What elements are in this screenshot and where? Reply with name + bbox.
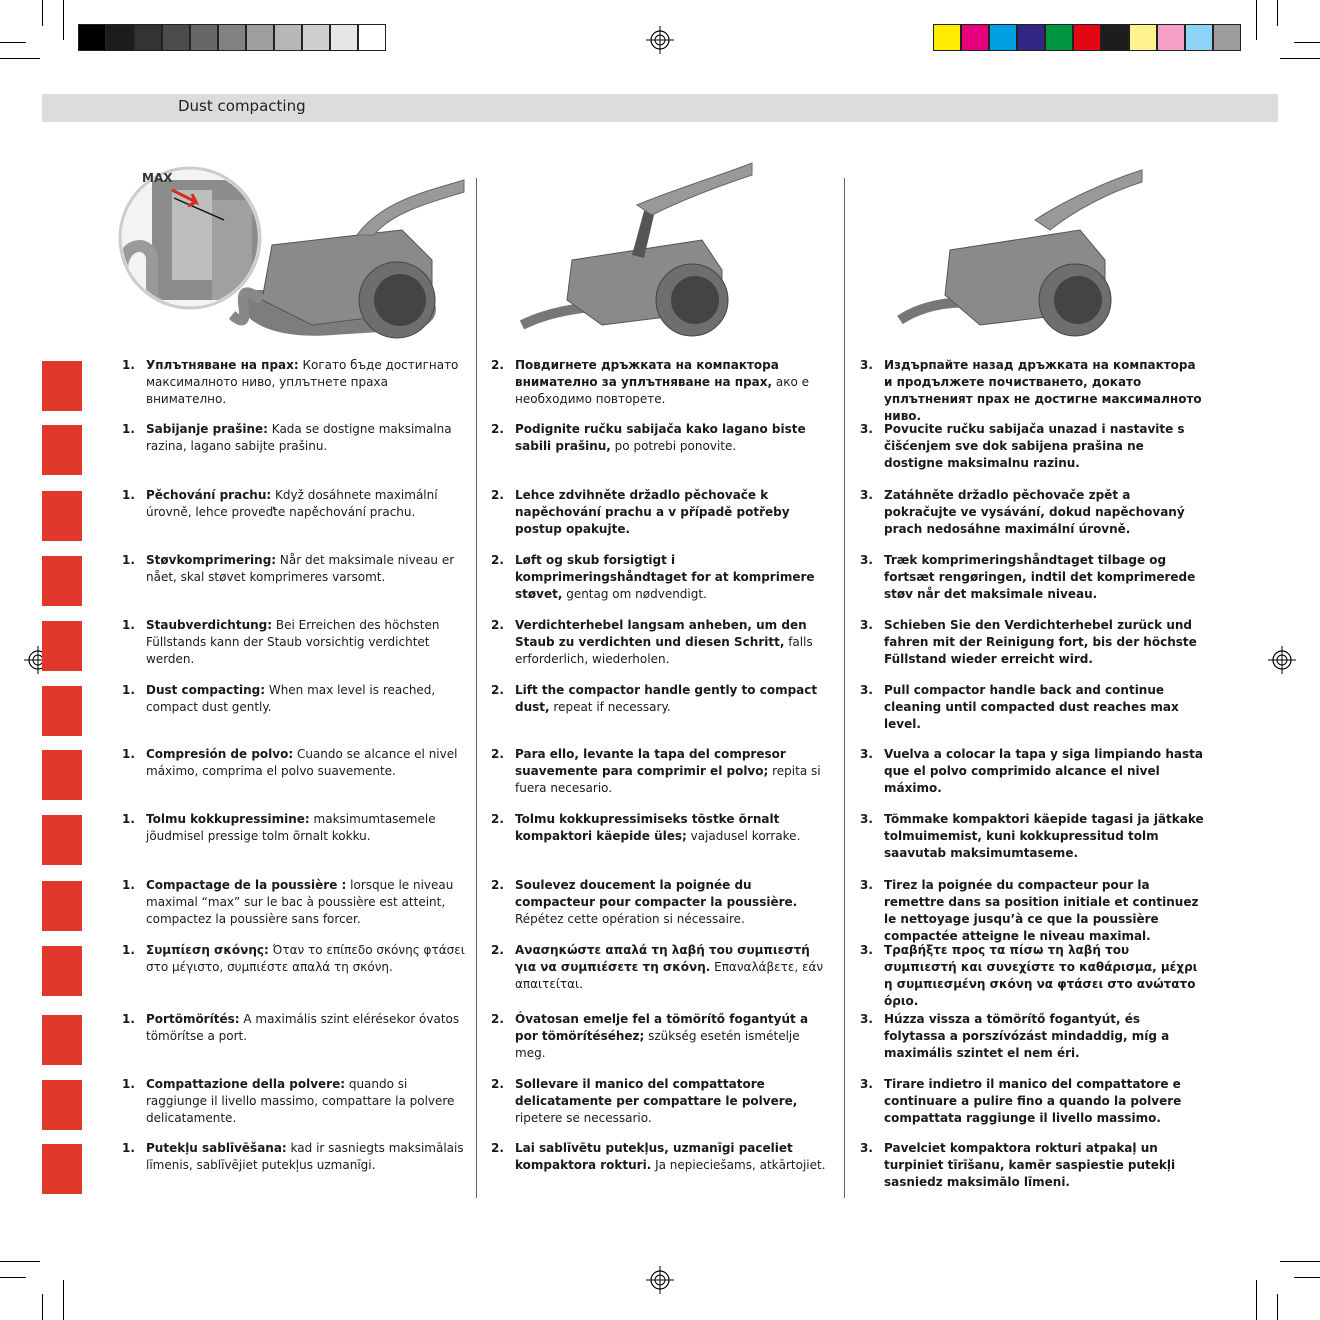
color-swatch xyxy=(933,24,961,51)
step-number: 3. xyxy=(860,943,873,957)
language-tab-marker xyxy=(42,686,82,736)
max-level-label: MAX xyxy=(142,171,173,185)
color-swatch xyxy=(989,24,1017,51)
step-text xyxy=(146,682,467,716)
color-swatch xyxy=(961,24,989,51)
step-text xyxy=(515,357,831,408)
step-text xyxy=(884,811,1205,862)
step-bold-text: Τραβήξτε προς τα πίσω τη λαβή του συμπιεστή και συνεχίστε το καθάρισμα, μέχρι η συμπιεσμένη σκόνη να φτάσει στο ανώτατο όριο. xyxy=(884,943,1198,1008)
step-number: 3. xyxy=(860,358,873,372)
color-swatch xyxy=(358,24,386,51)
language-tab-marker xyxy=(42,1144,82,1194)
step-text xyxy=(515,746,831,797)
step-bold-text: Sollevare il manico del compattatore delicatamente per compattare le polvere, xyxy=(515,1077,798,1108)
section-header-bar xyxy=(42,94,1278,122)
step-text xyxy=(515,811,831,845)
step-text xyxy=(884,942,1205,1010)
color-swatch xyxy=(1045,24,1073,51)
step-regular-text: Cuando se alcance el nivel máximo, comprima el polvo suavemente. xyxy=(146,747,458,778)
step-bold-text: Óvatosan emelje fel a tömörítő fogantyút a por tömörítéséhez; xyxy=(515,1012,809,1043)
step-number: 3. xyxy=(860,1077,873,1091)
language-tab-marker xyxy=(42,1015,82,1065)
step-text xyxy=(146,1140,467,1174)
step-regular-text: falls erforderlich, wiederholen. xyxy=(515,635,813,666)
step-number: 1. xyxy=(122,683,135,697)
color-swatch xyxy=(218,24,246,51)
step-text xyxy=(884,877,1205,945)
step-text xyxy=(884,1076,1205,1127)
step-text xyxy=(146,746,467,780)
step-number: 2. xyxy=(491,422,504,436)
step-regular-text: gentag om nødvendigt. xyxy=(562,587,707,601)
step-bold-text: Pull compactor handle back and continue cleaning until compacted dust reaches max level. xyxy=(884,683,1179,731)
color-swatch xyxy=(162,24,190,51)
step-text xyxy=(884,421,1205,472)
step-bold-text: Povucite ručku sabijača unazad i nastavite s čišćenjem sve dok sabijena prašina ne dostigne maksimalnu razinu. xyxy=(884,422,1185,470)
step-number: 1. xyxy=(122,422,135,436)
step-number: 2. xyxy=(491,1141,504,1155)
step-bold-text: Pěchování prachu: xyxy=(146,488,272,502)
step-bold-text: Podignite ručku sabijača kako lagano biste sabili prašinu, xyxy=(515,422,806,453)
step-regular-text: quando si raggiunge il livello massimo, compattare la polvere delicatamente. xyxy=(146,1077,455,1125)
step-bold-text: Lehce zdvihněte držadlo pěchovače k napěchování prachu a v případě potřeby postup opakujte. xyxy=(515,488,790,536)
color-swatch xyxy=(302,24,330,51)
step-number: 1. xyxy=(122,1141,135,1155)
step-number: 3. xyxy=(860,553,873,567)
step-regular-text: Επαναλάβετε, εάν απαιτείται. xyxy=(515,960,824,991)
step-bold-text: Zatáhněte držadlo pěchovače zpět a pokračujte ve vysávání, dokud napěchovaný prach nedosáhne maximální úrovně. xyxy=(884,488,1185,536)
step-bold-text: Tolmu kokkupressimine: xyxy=(146,812,310,826)
step-bold-text: Pavelciet kompaktora rokturi atpakaļ un turpiniet tīrīšanu, kamēr saspiestie putekļi sasniedz maksimālo līmeni. xyxy=(884,1141,1176,1189)
color-swatch xyxy=(134,24,162,51)
color-swatch xyxy=(1073,24,1101,51)
step-number: 3. xyxy=(860,422,873,436)
vacuum-max-level-illustration xyxy=(112,150,472,350)
step-text xyxy=(515,877,831,928)
column-divider xyxy=(476,178,477,1198)
step-number: 1. xyxy=(122,878,135,892)
step-number: 2. xyxy=(491,553,504,567)
language-tab-marker xyxy=(42,815,82,865)
step-number: 3. xyxy=(860,747,873,761)
step-number: 2. xyxy=(491,747,504,761)
step-bold-text: Compactage de la poussière : xyxy=(146,878,347,892)
vacuum-continue-cleaning-illustration xyxy=(890,160,1150,340)
step-regular-text: ако е необходимо повторете. xyxy=(515,375,810,406)
step-number: 1. xyxy=(122,812,135,826)
step-bold-text: Tolmu kokkupressimiseks tõstke õrnalt kompaktori käepide üles; xyxy=(515,812,780,843)
step-regular-text: Når det maksimale niveau er nået, skal støvet komprimeres varsomt. xyxy=(146,553,455,584)
language-tab-marker xyxy=(42,556,82,606)
step-text xyxy=(146,1076,467,1127)
step-regular-text: Когато бъде достигнато максималното ниво, уплътнете праха внимателно. xyxy=(146,358,459,406)
step-bold-text: Уплътняване на прах: xyxy=(146,358,299,372)
step-number: 1. xyxy=(122,488,135,502)
step-regular-text: kad ir sasniegts maksimālais līmenis, sablīvējiet putekļus uzmanīgi. xyxy=(146,1141,464,1172)
color-swatch xyxy=(1129,24,1157,51)
step-number: 1. xyxy=(122,1012,135,1026)
step-regular-text: A maximális szint elérésekor óvatos tömörítse a port. xyxy=(146,1012,460,1043)
step-regular-text: vajadusel korrake. xyxy=(686,829,801,843)
step-text xyxy=(884,617,1205,668)
step-text xyxy=(515,421,831,455)
step-bold-text: Para ello, levante la tapa del compresor suavemente para comprimir el polvo; xyxy=(515,747,786,778)
step-bold-text: Vuelva a colocar la tapa y siga limpiando hasta que el polvo comprimido alcance el nivel máximo. xyxy=(884,747,1203,795)
step-text xyxy=(884,487,1205,538)
registration-mark-top-icon xyxy=(646,26,674,54)
step-regular-text: Bei Erreichen des höchsten Füllstands kann der Staub vorsichtig verdichtet werden. xyxy=(146,618,440,666)
step-number: 2. xyxy=(491,618,504,632)
step-regular-text: po potrebi ponovite. xyxy=(610,439,737,453)
step-bold-text: Schieben Sie den Verdichterhebel zurück und fahren mit der Reinigung fort, bis der höchste Füllstand wieder erreicht wird. xyxy=(884,618,1197,666)
step-text xyxy=(515,1140,831,1174)
step-bold-text: Compattazione della polvere: xyxy=(146,1077,346,1091)
step-text xyxy=(146,552,467,586)
step-text xyxy=(884,1140,1205,1191)
step-number: 3. xyxy=(860,618,873,632)
step-number: 3. xyxy=(860,878,873,892)
step-bold-text: Издърпайте назад дръжката на компактора и продължете почистването, докато уплътненият прах не достигне максималното ниво. xyxy=(884,358,1202,423)
step-bold-text: Verdichterhebel langsam anheben, um den Staub zu verdichten und diesen Schritt, xyxy=(515,618,807,649)
language-tab-marker xyxy=(42,1080,82,1130)
column-divider xyxy=(844,178,845,1198)
step-bold-text: Tirez la poignée du compacteur pour la remettre dans sa position initiale et continuez le nettoyage jusqu’à ce que la poussière compactée atteigne le niveau maximal. xyxy=(884,878,1199,943)
step-text xyxy=(146,617,467,668)
step-regular-text: Répétez cette opération si nécessaire. xyxy=(515,912,745,926)
step-number: 2. xyxy=(491,812,504,826)
color-swatch xyxy=(1185,24,1213,51)
step-bold-text: Ανασηκώστε απαλά τη λαβή του συμπιεστή για να συμπιέσετε τη σκόνη. xyxy=(515,943,810,974)
step-regular-text: repeat if necessary. xyxy=(549,700,671,714)
step-bold-text: Putekļu sablīvēšana: xyxy=(146,1141,287,1155)
step-regular-text: ripetere se necessario. xyxy=(515,1111,652,1125)
step-bold-text: Sabijanje prašine: xyxy=(146,422,268,436)
step-regular-text: maksimumtasemele jõudmisel pressige tolm õrnalt kokku. xyxy=(146,812,436,843)
step-text xyxy=(515,617,831,668)
step-regular-text: Když dosáhnete maximální úrovně, lehce proveďte napěchování prachu. xyxy=(146,488,438,519)
step-bold-text: Tirare indietro il manico del compattatore e continuare a pulire fino a quando la polvere compattata raggiunge il livello massimo. xyxy=(884,1077,1182,1125)
step-number: 3. xyxy=(860,1141,873,1155)
step-text xyxy=(146,421,467,455)
color-swatch xyxy=(330,24,358,51)
step-number: 1. xyxy=(122,358,135,372)
color-swatch xyxy=(78,24,106,51)
step-text xyxy=(884,746,1205,797)
step-number: 2. xyxy=(491,683,504,697)
step-number: 1. xyxy=(122,553,135,567)
step-number: 3. xyxy=(860,1012,873,1026)
step-number: 1. xyxy=(122,943,135,957)
step-regular-text: szükség esetén ismételje meg. xyxy=(515,1029,800,1060)
step-text xyxy=(884,682,1205,733)
step-regular-text: repita si fuera necesario. xyxy=(515,764,821,795)
step-number: 2. xyxy=(491,488,504,502)
step-text xyxy=(515,682,831,716)
step-number: 2. xyxy=(491,943,504,957)
step-bold-text: Lai sablīvētu putekļus, uzmanīgi paceliet kompaktora rokturi. xyxy=(515,1141,793,1172)
language-tab-marker xyxy=(42,425,82,475)
step-text xyxy=(146,1011,467,1045)
step-bold-text: Συμπίεση σκόνης: xyxy=(146,943,269,957)
section-title: Dust compacting xyxy=(178,97,306,115)
step-text xyxy=(515,1076,831,1127)
step-number: 2. xyxy=(491,1012,504,1026)
step-text xyxy=(515,942,831,993)
step-bold-text: Portömörítés: xyxy=(146,1012,240,1026)
step-regular-text: lorsque le niveau maximal “max” sur le bac à poussière est atteint, compactez la poussière sans forcer. xyxy=(146,878,454,926)
step-bold-text: Staubverdichtung: xyxy=(146,618,273,632)
step-number: 1. xyxy=(122,618,135,632)
color-swatch xyxy=(1101,24,1129,51)
step-bold-text: Løft og skub forsigtigt i komprimeringshåndtaget for at komprimere støvet, xyxy=(515,553,815,601)
vacuum-lift-handle-illustration xyxy=(512,160,762,340)
step-regular-text: When max level is reached, compact dust gently. xyxy=(146,683,436,714)
step-number: 2. xyxy=(491,1077,504,1091)
step-number: 1. xyxy=(122,747,135,761)
color-swatch xyxy=(1157,24,1185,51)
step-bold-text: Tõmmake kompaktori käepide tagasi ja jätkake tolmuimemist, kuni kokkupressitud tolm saavutab maksimumtaseme. xyxy=(884,812,1204,860)
color-swatch xyxy=(246,24,274,51)
step-number: 1. xyxy=(122,1077,135,1091)
step-text xyxy=(515,552,831,603)
color-swatch xyxy=(1017,24,1045,51)
step-bold-text: Húzza vissza a tömörítő fogantyút, és folytassa a porszívózást mindaddig, míg a maximális szintet el nem éri. xyxy=(884,1012,1170,1060)
step-bold-text: Compresión de polvo: xyxy=(146,747,294,761)
language-tab-marker xyxy=(42,621,82,671)
step-regular-text: Ja nepieciešams, atkārtojiet. xyxy=(651,1158,826,1172)
language-tab-marker xyxy=(42,491,82,541)
step-text xyxy=(884,552,1205,603)
registration-mark-bottom-icon xyxy=(646,1266,674,1294)
step-number: 2. xyxy=(491,878,504,892)
step-regular-text: Kada se dostigne maksimalna razina, lagano sabijte prašinu. xyxy=(146,422,452,453)
step-bold-text: Støvkomprimering: xyxy=(146,553,277,567)
step-bold-text: Soulevez doucement la poignée du compacteur pour compacter la poussière. xyxy=(515,878,798,909)
color-swatch xyxy=(190,24,218,51)
step-text xyxy=(515,487,831,538)
step-text xyxy=(884,1011,1205,1062)
step-text xyxy=(146,811,467,845)
color-swatch xyxy=(106,24,134,51)
language-tab-marker xyxy=(42,750,82,800)
step-bold-text: Повдигнете дръжката на компактора внимателно за уплътняване на прах, xyxy=(515,358,779,389)
color-swatch xyxy=(274,24,302,51)
step-text xyxy=(146,942,467,976)
language-tab-marker xyxy=(42,881,82,931)
step-regular-text: Όταν το επίπεδο σκόνης φτάσει στο μέγιστο, συμπιέστε απαλά τη σκόνη. xyxy=(146,943,465,974)
step-number: 3. xyxy=(860,812,873,826)
color-swatch xyxy=(1213,24,1241,51)
step-number: 2. xyxy=(491,358,504,372)
step-text xyxy=(884,357,1205,425)
step-text xyxy=(146,357,467,408)
registration-mark-right-icon xyxy=(1268,646,1296,674)
step-bold-text: Dust compacting: xyxy=(146,683,266,697)
step-text xyxy=(146,487,467,521)
step-text xyxy=(515,1011,831,1062)
step-bold-text: Lift the compactor handle gently to compact dust, xyxy=(515,683,818,714)
step-bold-text: Træk komprimeringshåndtaget tilbage og fortsæt rengøringen, indtil det komprimerede støv når det maksimale niveau. xyxy=(884,553,1196,601)
step-number: 3. xyxy=(860,683,873,697)
step-text xyxy=(146,877,467,928)
language-tab-marker xyxy=(42,361,82,411)
language-tab-marker xyxy=(42,946,82,996)
step-number: 3. xyxy=(860,488,873,502)
